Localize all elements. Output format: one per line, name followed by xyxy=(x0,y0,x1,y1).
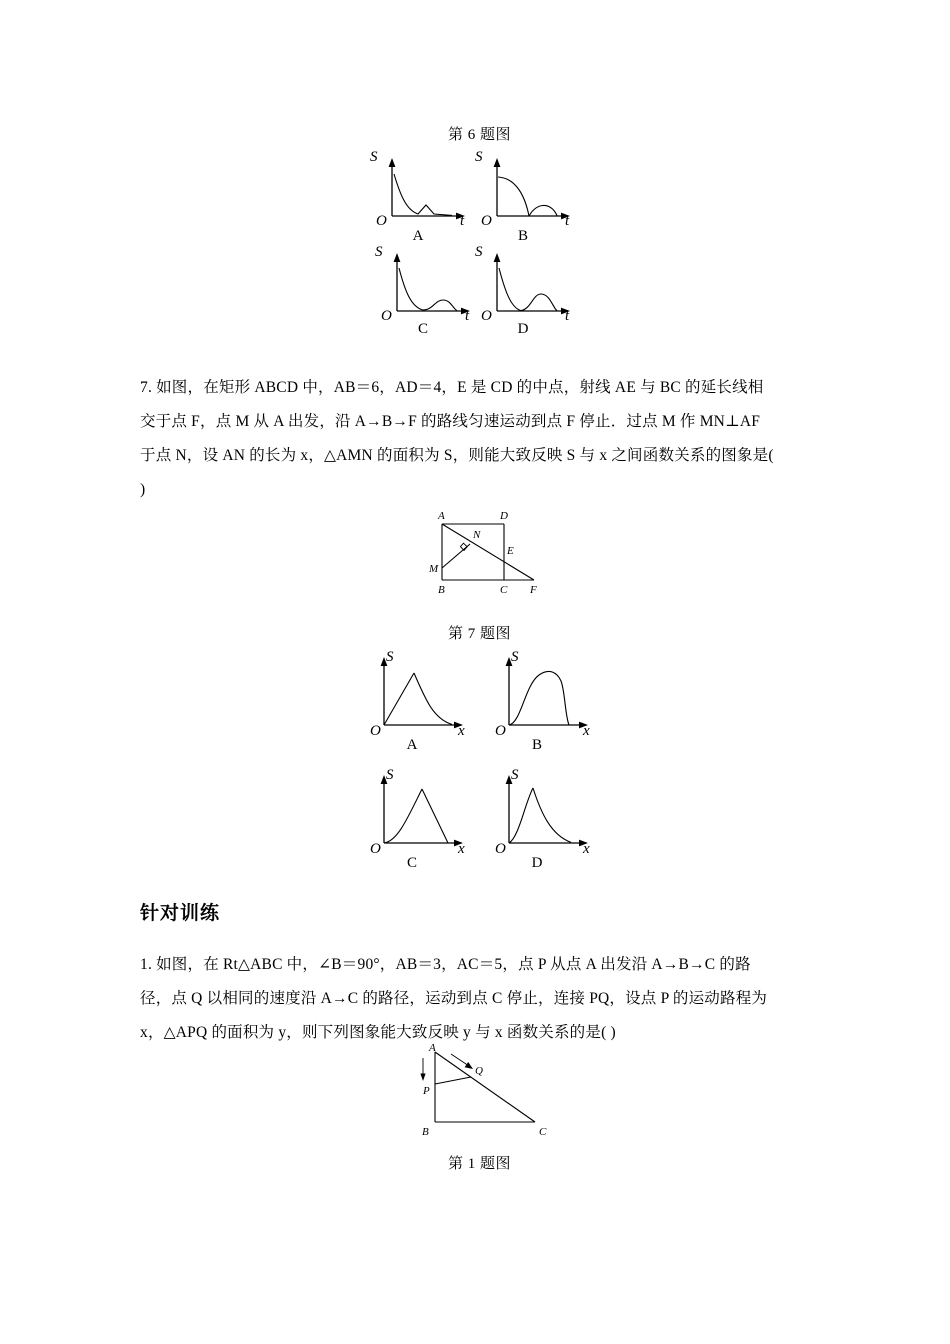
fig7-option-b-origin-label: O xyxy=(495,723,507,739)
fig6-option-c-label: C xyxy=(417,321,428,337)
fig6-option-a-origin-label: O xyxy=(376,213,388,229)
fig6-option-b-graph xyxy=(475,149,575,229)
fig6-option-d-label: D xyxy=(517,321,529,337)
fig7-option-b-x-label: x xyxy=(583,723,591,739)
fig7-option-c-label: C xyxy=(406,855,417,871)
fig6-option-c-y-label: S xyxy=(375,244,383,260)
fig6-option-a-y-label: S xyxy=(370,149,378,165)
fig6-option-b-y-label: S xyxy=(475,149,483,165)
question-7-line-3: 于点 N，设 AN 的长为 x，△AMN 的面积为 S，则能大致反映 S 与 x 之间函数关系的图象是( xyxy=(140,447,774,464)
fig7-option-c-origin-label: O xyxy=(370,841,382,857)
svg-text:A: A xyxy=(438,510,445,522)
svg-text:F: F xyxy=(530,584,537,596)
svg-text:C: C xyxy=(500,584,508,596)
fig6-option-c-x-label: t xyxy=(465,308,470,324)
fig6-option-d-y-label: S xyxy=(475,244,483,260)
section-heading: 针对训练 xyxy=(140,902,221,924)
fig7-option-b-label: B xyxy=(531,737,542,753)
fig7-option-b-graph xyxy=(495,649,600,739)
question-7-diagram xyxy=(418,508,558,608)
question-1-text xyxy=(140,948,820,1050)
fig7-option-d-label: D xyxy=(531,855,543,871)
fig7-option-c-y-label: S xyxy=(386,767,394,783)
question-7-line-4: ) xyxy=(140,481,146,498)
question-7-line-2: 交于点 F，点 M 从 A 出发，沿 A→B→F 的路线匀速运动到点 F 停止．过点 M 作 MN⊥AF xyxy=(140,413,761,430)
fig7-option-d-x-label: x xyxy=(583,841,591,857)
question-1-line-1: 1. 如图，在 Rt△ABC 中，∠B＝90°，AB＝3，AC＝5，点 P 从点 A 出发沿 A→B→C 的路 xyxy=(140,956,751,973)
svg-text:B: B xyxy=(438,584,445,596)
fig6-option-d-graph xyxy=(475,244,575,324)
fig6-option-d-origin-label: O xyxy=(481,308,493,324)
fig7-option-a-y-label: S xyxy=(386,649,394,665)
fig7-option-d-origin-label: O xyxy=(495,841,507,857)
svg-text:C: C xyxy=(539,1126,547,1138)
fig7-option-a-x-label: x xyxy=(458,723,466,739)
fig7-option-c-x-label: x xyxy=(458,841,466,857)
fig7-option-d-graph xyxy=(495,767,600,857)
fig6-option-c-origin-label: O xyxy=(381,308,393,324)
figure-6-caption: 第 6 题图 xyxy=(448,127,512,143)
question-1-diagram xyxy=(405,1042,555,1147)
fig6-option-b-origin-label: O xyxy=(481,213,493,229)
fig7-option-a-graph xyxy=(370,649,475,739)
fig6-option-a-label: A xyxy=(412,228,424,244)
svg-text:Q: Q xyxy=(475,1065,483,1077)
fig6-option-b-x-label: t xyxy=(565,213,570,229)
fig7-option-b-y-label: S xyxy=(511,649,519,665)
svg-text:M: M xyxy=(429,563,439,575)
fig6-option-b-label: B xyxy=(517,228,528,244)
fig7-option-a-origin-label: O xyxy=(370,723,382,739)
fig6-option-a-graph xyxy=(370,149,470,229)
fig6-option-c-graph xyxy=(375,244,475,324)
svg-text:P: P xyxy=(423,1085,430,1097)
question-1-line-3: x，△APQ 的面积为 y，则下列图象能大致反映 y 与 x 函数关系的是( ) xyxy=(140,1024,616,1041)
svg-text:D: D xyxy=(500,510,508,522)
fig6-option-a-x-label: t xyxy=(460,213,465,229)
fig7-option-a-label: A xyxy=(406,737,418,753)
figure-7-caption: 第 7 题图 xyxy=(448,626,512,642)
svg-text:E: E xyxy=(507,545,514,557)
fig7-option-d-y-label: S xyxy=(511,767,519,783)
fig6-option-d-x-label: t xyxy=(565,308,570,324)
figure-1-caption: 第 1 题图 xyxy=(448,1156,512,1172)
svg-text:A: A xyxy=(429,1042,436,1054)
question-7-line-1: 7. 如图，在矩形 ABCD 中，AB＝6，AD＝4，E 是 CD 的中点，射线 AE 与 BC 的延长线相 xyxy=(140,379,764,396)
question-1-line-2: 径，点 Q 以相同的速度沿 A→C 的路径，运动到点 C 停止，连接 PQ，设点 P 的运动路程为 xyxy=(140,990,768,1007)
svg-text:N: N xyxy=(473,529,481,541)
fig7-option-c-graph xyxy=(370,767,475,857)
question-7-text xyxy=(140,371,820,507)
svg-text:B: B xyxy=(422,1126,429,1138)
